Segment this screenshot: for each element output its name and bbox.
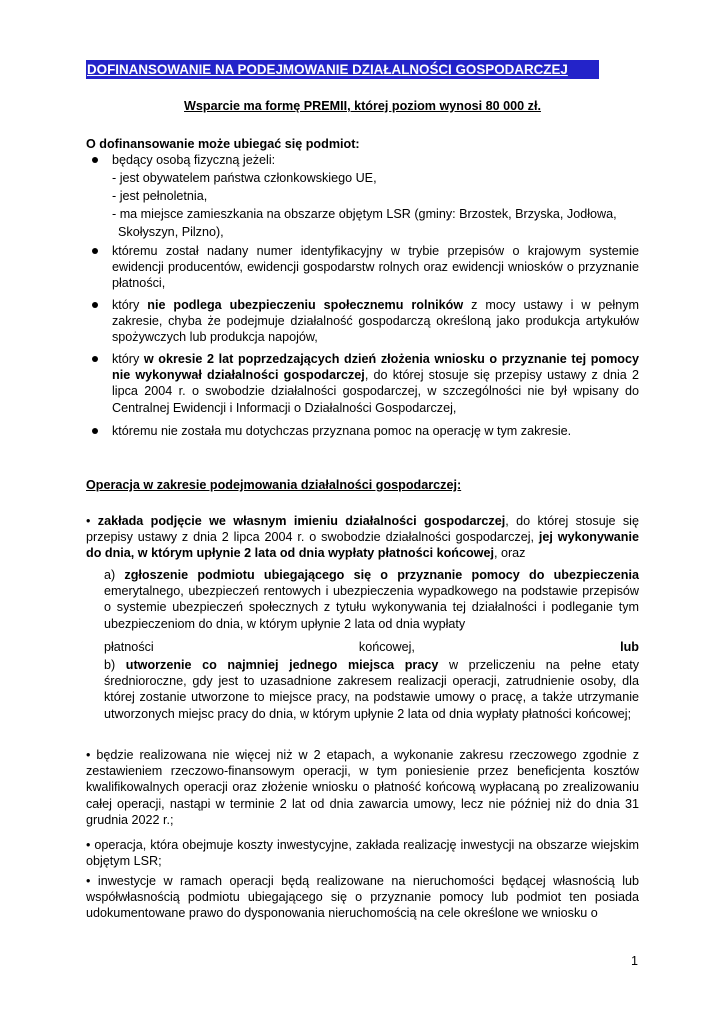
- bullet-dot: [92, 428, 98, 434]
- bullet-item: [112, 297, 639, 346]
- sub-bold-text: zgłoszenie podmiotu ubiegającego się o przyznanie pomocy do ubezpieczenia: [124, 568, 639, 582]
- bullet-dot: [92, 157, 98, 163]
- bullet-text: który: [112, 352, 144, 366]
- document-title: DOFINANSOWANIE NA PODEJMOWANIE DZIAŁALNOŚCI GOSPODARCZEJ: [86, 60, 599, 79]
- page-number: 1: [631, 954, 639, 968]
- sub-bold-text: lub: [620, 640, 639, 654]
- paragraph-text: , do której stosuje się przepisy ustawy z dnia 2 lipca 2004 r. o swobodzie działalności gospodarczej,: [86, 514, 639, 545]
- bullet-text: , do której stosuje się przepisy ustawy z dnia 2 lipca 2004 r. o swobodzie działalności gospodarczej, w szczególności nie był wpisany do Centralnej Ewidencji i Informacji o Działalności Gospodarczej,: [112, 368, 639, 415]
- operation-paragraph: [86, 513, 639, 562]
- bullet-bold-text: w okresie 2 lat poprzedzających dzień złożenia wniosku o przyznanie tej pomocy nie wykonywał działalności gospodarczej: [112, 352, 639, 383]
- sub-bold-text: utworzenie co najmniej jednego miejsca pracy: [125, 658, 439, 672]
- sub-text: w przeliczeniu na pełne etaty średnioroczne, gdy jest to uzasadnione zakresem realizacji operacji, zatrudnienie osoby, dla której zostanie utworzone to miejsce pracy, na podstawie umowy o pracę, a także utrzymanie utworzonych miejsc pracy do dnia, w którym upłynie 2 lata od dnia wypłaty płatności końcowej;: [104, 658, 639, 721]
- bullet-item: któremu nie została mu dotychczas przyznana pomoc na operację w tym zakresie.: [112, 424, 572, 438]
- operation-paragraph: • operacja, która obejmuje koszty inwestycyjne, zakłada realizację inwestycji na obszarze wiejskim objętym LSR;: [86, 838, 639, 869]
- eligibility-heading: O dofinansowanie może ubiegać się podmiot:: [86, 137, 360, 151]
- bullet-dot: [92, 302, 98, 308]
- sub-label: b): [104, 658, 126, 672]
- bullet-item: [112, 351, 639, 416]
- bullet-text: który: [112, 298, 148, 312]
- bullet-char: •: [86, 514, 98, 528]
- document-subtitle: Wsparcie ma formę PREMII, której poziom wynosi 80 000 zł.: [184, 99, 541, 113]
- bullet-item: któremu został nadany numer identyfikacyjny w trybie przepisów o krajowym systemie ewidencji producentów, ewidencji gospodarstw rolnych oraz ewidencji wniosków o przyznanie płatności,: [112, 244, 639, 291]
- bullet-subitem: - jest pełnoletnia,: [112, 189, 208, 203]
- paragraph-bold-text: zakłada podjęcie we własnym imieniu działalności gospodarczej: [97, 514, 506, 528]
- bullet-subitem-cont: Skołyszyn, Pilzno),: [118, 225, 224, 239]
- sub-item-a: [104, 567, 639, 632]
- bullet-text: z mocy ustawy i w pełnym zakresie, chyba że podejmuje działalność gospodarczą określoną jako produkcja artykułów spożywczych lub produkcja napojów,: [112, 298, 639, 345]
- sub-item-a-last-line: [104, 639, 639, 655]
- bullet-bold-text: nie podlega ubezpieczeniu społecznemu rolników: [147, 298, 464, 312]
- paragraph-bold-text: jej wykonywanie do dnia, w którym upłynie 2 lata od dnia wypłaty płatności końcowej: [86, 530, 639, 561]
- sub-text: płatności: [104, 640, 154, 654]
- operation-paragraph: • będzie realizowana nie więcej niż w 2 etapach, a wykonanie zakresu rzeczowego zgodnie z zestawieniem rzeczowo-finansowym operacji, w tym poniesienie przez beneficjenta kosztów kwalifikowalnych operacji oraz złożenie wniosku o płatność końcową wypłacaną po zrealizowaniu całej operacji, nastąpi w terminie 2 lat od dnia zawarcia umowy, lecz nie później niż do dnia 31 grudnia 2022 r.;: [86, 748, 639, 827]
- bullet-dot: [92, 356, 98, 362]
- operation-paragraph: • inwestycje w ramach operacji będą realizowane na nieruchomości będącej własnością lub współwłasnością podmiotu ubiegającego się o przyznanie pomocy lub podmiot ten posiada udokumentowane prawo do dysponowania nieruchomością na cele określone we wniosku o: [86, 874, 639, 921]
- bullet-subitem: - ma miejsce zamieszkania na obszarze objętym LSR (gminy: Brzostek, Brzyska, Jodłowa,: [112, 207, 617, 221]
- sub-label: a): [104, 568, 125, 582]
- sub-text: emerytalnego, ubezpieczeń rentowych i ubezpieczenia wypadkowego na podstawie przepisów o systemie ubezpieczeń społecznych z tytułu wykonywania tej działalności i podleganie tym ubezpieczeniom do dnia, w którym upłynie 2 lata od dnia wypłaty: [104, 584, 639, 631]
- paragraph-text: , oraz: [493, 546, 526, 561]
- bullet-item: będący osobą fizyczną jeżeli:: [112, 153, 276, 167]
- bullet-dot: [92, 248, 98, 254]
- operation-heading: Operacja w zakresie podejmowania działalności gospodarczej:: [86, 478, 462, 492]
- bullet-subitem: - jest obywatelem państwa członkowskiego UE,: [112, 171, 377, 185]
- sub-item-b: [104, 657, 639, 722]
- sub-text: końcowej,: [358, 640, 415, 654]
